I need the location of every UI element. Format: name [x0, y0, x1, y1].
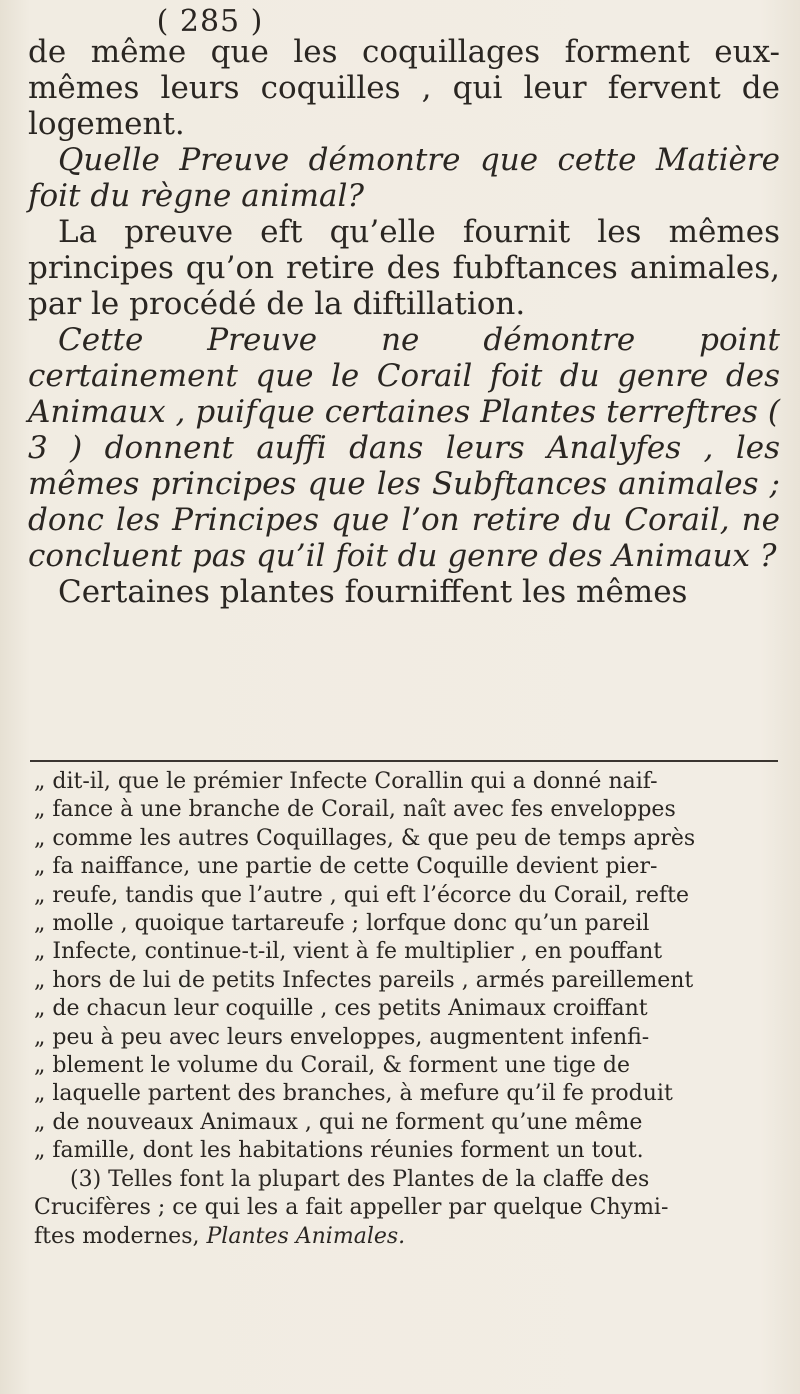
- answer-2-start: Certaines plantes fourniffent les mêmes: [58, 574, 688, 610]
- question-1: Quelle Preuve démontre que cette Matière foit du règne animal?: [28, 142, 780, 214]
- paragraph-continuation: de même que les coquillages forment eux-mêmes leurs coquilles , qui leur fervent de logement.: [28, 34, 780, 142]
- footnote-line: „ molle , quoique tartareufe ; lorfque donc qu’un pareil: [34, 911, 650, 937]
- question-2: Cette Preuve ne démontre point certainement que le Corail foit du genre des Animaux , puifque certaines Plantes terreftres ( 3 ) donnent auffi dans leurs Analyfes , les mêmes principes que les Subftances animales ; donc les Principes que l’on retire du Corail, ne concluent pas qu’il foit du genre des Animaux ?: [28, 322, 780, 574]
- main-text: [28, 34, 780, 610]
- footnote-line: „ de nouveaux Animaux , qui ne forment qu’une même: [34, 1109, 643, 1135]
- footnote-3-prefix: ftes modernes,: [34, 1223, 207, 1249]
- footnote-line: „ peu à peu avec leurs enveloppes, augmentent infenfi-: [34, 1024, 650, 1050]
- footnote-3-italic: Plantes Animales.: [206, 1223, 406, 1249]
- footnote-3-line-3: [34, 1223, 778, 1251]
- footnote-line: „ de chacun leur coquille , ces petits Animaux croiffant: [34, 996, 648, 1022]
- footnote-3-line-1: (3) Telles font la plupart des Plantes de la claffe des: [70, 1166, 650, 1192]
- footnote-line: „ dit-il, que le prémier Infecte Corallin qui a donné naif-: [34, 769, 658, 794]
- footnote-line: „ reufe, tandis que l’autre , qui eft l’écorce du Corail, refte: [34, 882, 690, 908]
- footnote-3-line-2: Crucifères ; ce qui les a fait appeller par quelque Chymi-: [34, 1195, 669, 1221]
- page-number: ( 285 ): [156, 4, 264, 39]
- footnote-line: „ fance à une branche de Corail, naît avec fes enveloppes: [34, 797, 676, 823]
- answer-1: La preuve eft qu’elle fournit les mêmes principes qu’on retire des fubftances animales, par le procédé de la diftillation.: [28, 214, 780, 322]
- footnote-line: „ famille, dont les habitations réunies forment un tout.: [34, 1138, 644, 1164]
- footnote-divider: [30, 760, 778, 762]
- footnote-line: „ laquelle partent des branches, à mefure qu’il fe produit: [34, 1081, 673, 1107]
- footnote-line: „ comme les autres Coquillages, & que peu de temps après: [34, 825, 696, 851]
- footnotes: [34, 768, 778, 1251]
- footnote-line: „ Infecte, continue-t-il, vient à fe multiplier , en pouffant: [34, 939, 663, 965]
- footnote-line: „ fa naiffance, une partie de cette Coquille devient pier-: [34, 854, 658, 880]
- footnote-line: „ hors de lui de petits Infectes pareils , armés pareillement: [34, 967, 694, 993]
- footnote-line: „ blement le volume du Corail, & forment une tige de: [34, 1053, 631, 1079]
